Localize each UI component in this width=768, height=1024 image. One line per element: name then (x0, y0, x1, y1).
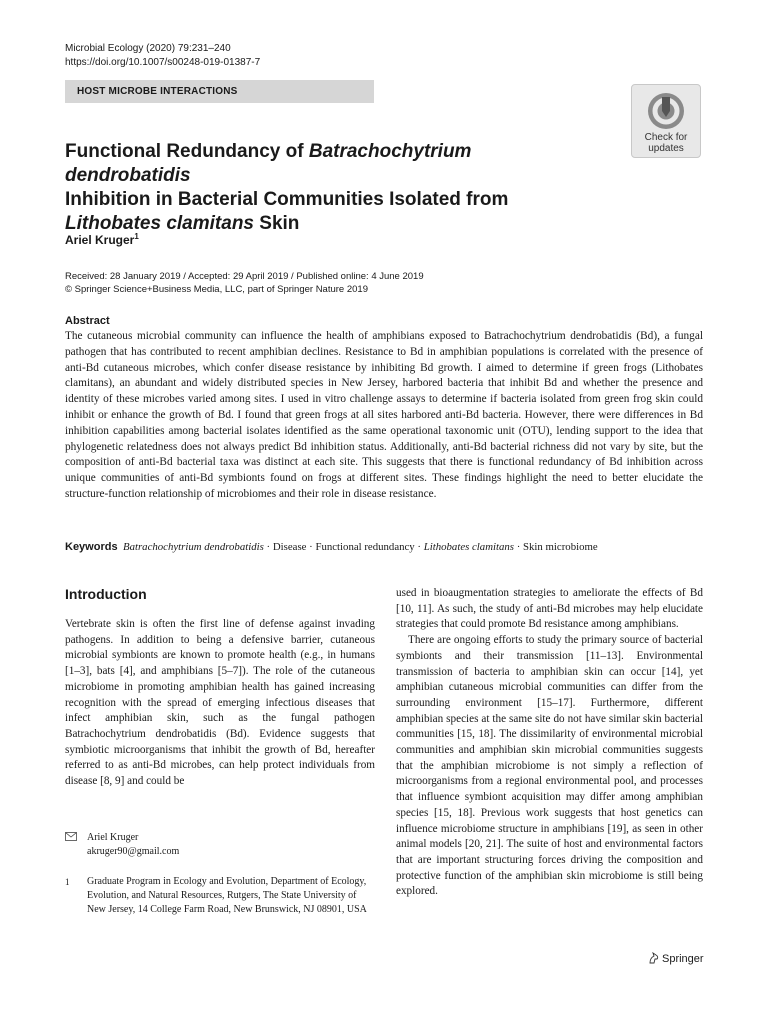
title-part-3: Skin (254, 213, 300, 234)
keywords (65, 540, 705, 554)
publication-dates (65, 270, 424, 296)
keyword-separator: · (266, 541, 271, 553)
section-label: HOST MICROBE INTERACTIONS (65, 80, 374, 103)
keyword-item: Batrachochytrium dendrobatidis (122, 541, 264, 553)
affiliation-mark: 1 (65, 877, 70, 887)
publisher-name: Springer (662, 953, 704, 965)
keyword-separator: · (309, 541, 313, 553)
introduction-heading: Introduction (65, 586, 147, 602)
affiliation-text: Graduate Program in Ecology and Evolution, Department of Ecology, Evolution, and Natural Resources, Rutgers, The State University of New Jersey, 14 College Farm Road, New Brunswick, NJ 08901, USA (87, 876, 367, 915)
publisher-logo (648, 952, 704, 965)
title-part-1: Functional Redundancy of (65, 141, 309, 162)
keyword-separator: · (417, 541, 422, 553)
author (65, 232, 139, 247)
dates-line: Received: 28 January 2019 / Accepted: 29 April 2019 / Published online: 4 June 2019 (65, 271, 424, 282)
title-italic-2: Lithobates clamitans (65, 213, 254, 234)
intro-paragraph: used in bioaugmentation strategies to ameliorate the effects of Bd [10, 11]. As such, the study of anti-Bd microbes may help elucidate strategies that could promote Bd resistance among amphibians. (396, 587, 703, 631)
author-name[interactable]: Ariel Kruger (65, 233, 135, 247)
author-affil-mark: 1 (134, 232, 139, 241)
doi-link[interactable]: https://doi.org/10.1007/s00248-019-01387-7 (65, 57, 261, 68)
keyword-separator: · (516, 541, 521, 553)
keyword-item: Functional redundancy (315, 541, 415, 553)
envelope-icon (65, 831, 87, 859)
abstract-heading: Abstract (65, 315, 110, 327)
journal-meta (65, 42, 260, 70)
title-italic-1: Batrachochytrium dendrobatidis (65, 141, 472, 186)
journal-citation: Microbial Ecology (2020) 79:231–240 (65, 43, 231, 54)
crossmark-icon (646, 91, 686, 131)
intro-paragraph: There are ongoing efforts to study the primary source of bacterial symbionts and their transmission [11–13]. Environmental transmission of bacteria to amphibian skin can occur [14], yet amphibian cutaneous microbial communities can differ from the surrounding environment [15–17]. Furthermore, different amphibian species at the same site do not have similar skin bacterial communities [15, 18]. The dissimilarity of environmental microbial communities and amphibian skin microbial communities suggests that the amphibian microbiome is not simply a reflection of microorganisms from a regional environmental pool, and processes that influence symbiont acquisition may differ among amphibian species [15, 18]. Previous work suggests that host genetics can influence microbiome structure in amphibians [19], as seen in other animal models [20, 21]. The suite of host and environmental factors that are important structuring forces driving the composition and protective function of the amphibian skin microbiome is still being explored. (396, 634, 703, 898)
badge-line-2: updates (648, 143, 684, 154)
abstract-body: The cutaneous microbial community can influence the health of amphibians exposed to Batrachochytrium dendrobatidis (Bd), a fungal pathogen that has contributed to recent amphibian declines. Resistance to Bd in amphibian populations is correlated with the presence of anti-Bd cutaneous microbes, which confer disease resistance by inhibiting Bd growth. I aimed to determine if green frogs (Lithobates clamitans), an abundant and widely distributed species in New Jersey, harbored bacteria that inhibit Bd and whether the presence and identity of these microbes varied among sites. I used in vitro challenge assays to determine if bacteria isolated from green frog skin could inhibit or enhance the growth of Bd. I found that green frogs at all sites harbored anti-Bd bacteria. However, there were differences in Bd inhibition capabilities among bacterial isolates identified as the same operational taxonomic unit (OTU), lending support to the idea that phylogenetic relatedness does not always predict Bd inhibition status. Additionally, anti-Bd bacterial richness did not vary by site, but the composition of anti-Bd bacterial taxa was distinct at each site. This suggests that there is functional redundancy of Bd inhibition across unique communities of anti-Bd symbionts found on frogs at different sites. These findings highlight the need to better elucidate the structure-function relationship of microbiomes and their role in disease resistance. (65, 330, 703, 500)
contact-name: Ariel Kruger (87, 832, 139, 843)
badge-line-1: Check for (644, 132, 688, 143)
check-for-updates-badge[interactable] (631, 84, 701, 158)
keyword-item: Skin microbiome (523, 541, 598, 553)
copyright-line: © Springer Science+Business Media, LLC, part of Springer Nature 2019 (65, 284, 368, 295)
intro-left-column (65, 617, 375, 790)
contact-email[interactable]: akruger90@gmail.com (87, 846, 180, 857)
intro-paragraph: Vertebrate skin is often the first line of defense against invading pathogens. In addition to being a defensive barrier, cutaneous microbial symbionts are known to promote health (e.g., in humans [1–3], bats [4], and amphibians [5–7]). The role of the cutaneous microbiome in promoting amphibian health has gained increasing recognition with the spread of emerging infectious diseases that infect amphibian skin, such as the fungal pathogen Batrachochytrium dendrobatidis (Bd). Evidence suggests that symbiotic microorganisms that inhibit the growth of Bd, hereafter referred to as anti-Bd microbes, can help protect individuals from disease [8, 9] and could be (65, 618, 375, 788)
corresponding-author-footnote (65, 831, 375, 859)
article-title (65, 140, 585, 236)
affiliation-footnote (65, 875, 375, 917)
keywords-label: Keywords (65, 541, 118, 553)
intro-right-column (396, 586, 703, 900)
springer-horse-icon (648, 952, 660, 964)
title-part-2: Inhibition in Bacterial Communities Isolated from (65, 189, 509, 210)
keyword-item: Lithobates clamitans (423, 541, 514, 553)
keyword-item: Disease (272, 541, 307, 553)
